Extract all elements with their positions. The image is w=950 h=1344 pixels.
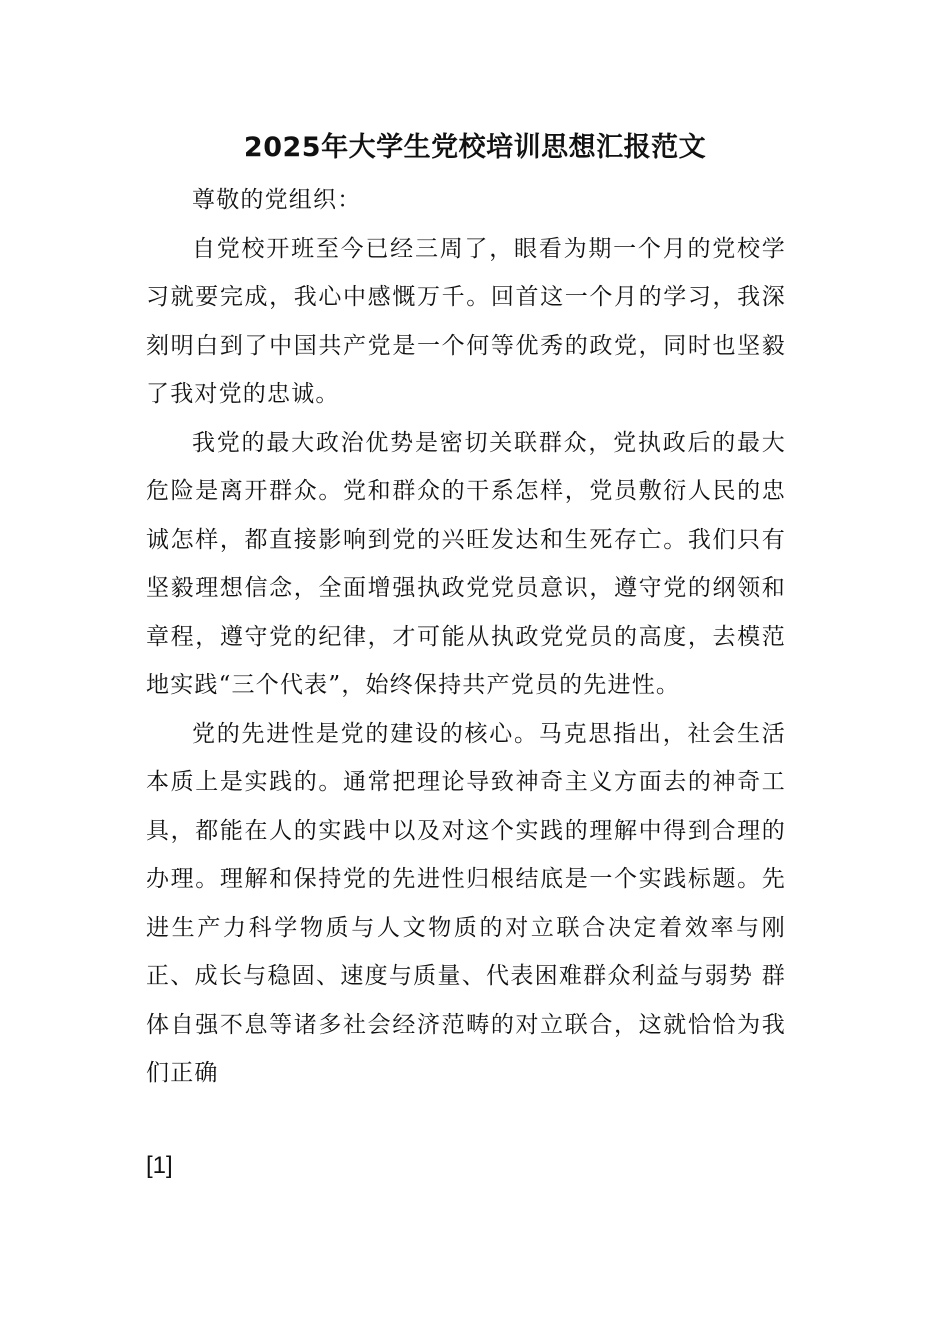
paragraph-1: 自党校开班至今已经三周了，眼看为期一个月的党校学习就要完成，我心中感慨万千。回首这一个月的学习，我深刻明白到了中国共产党是一个何等优秀的政党，同时也坚毅了我对党的忠诚。 <box>146 235 786 407</box>
salutation: 尊敬的党组织： <box>192 187 362 213</box>
document-body <box>146 176 786 1098</box>
paragraph-3: 党的先进性是党的建设的核心。马克思指出，社会生活本质上是实践的。通常把理论导致神奇主义方面去的神奇工具，都能在人的实践中以及对这个实践的理解中得到合理的办理。理解和保持党的先进性归根结底是一个实践标题。先进生产力科学物质与人文物质的对立联合决定着效率与刚正、成长与稳固、速度与质量、代表困难群众利益与弱势 群体自强不息等诸多社会经济范畴的对立联合，这就恰恰为我们正确 <box>146 720 786 1086</box>
footnote-marker: [1] <box>146 1152 173 1179</box>
paragraph-2: 我党的最大政治优势是密切关联群众，党执政后的最大危险是离开群众。党和群众的干系怎样，党员敷衍人民的忠诚怎样，都直接影响到党的兴旺发达和生死存亡。我们只有坚毅理想信念，全面增强执政党党员意识，遵守党的纲领和章程，遵守党的纪律，才可能从执政党党员的高度，去模范地实践“三个代表”，始终保持共产党员的先进性。 <box>146 429 786 698</box>
document-title: 2025年大学生党校培训思想汇报范文 <box>243 132 707 163</box>
